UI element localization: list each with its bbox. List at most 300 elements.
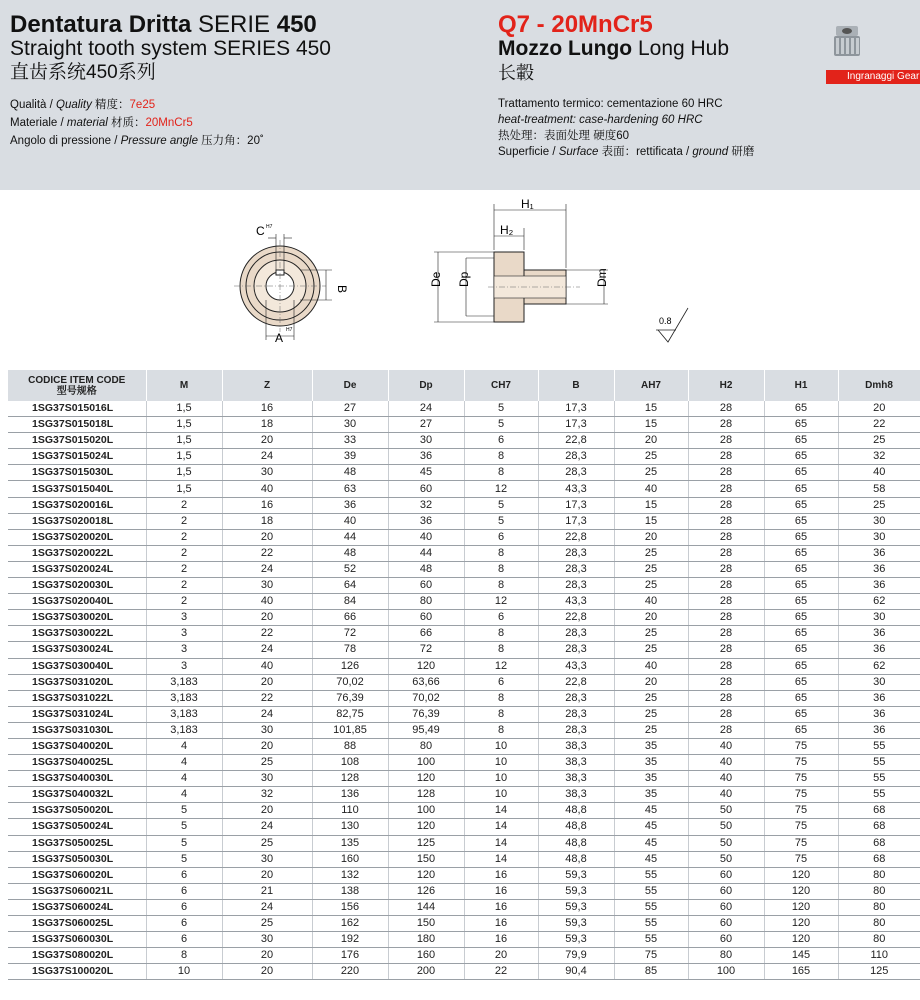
table-cell: 63,66 bbox=[388, 674, 464, 690]
table-cell: 60 bbox=[688, 867, 764, 883]
table-cell: 25 bbox=[614, 642, 688, 658]
table-row bbox=[8, 835, 920, 851]
table-cell: 18 bbox=[222, 417, 312, 433]
item-code-cell: 1SG37S020022L bbox=[8, 545, 146, 561]
table-cell: 2 bbox=[146, 497, 222, 513]
table-cell: 22,8 bbox=[538, 433, 614, 449]
table-cell: 8 bbox=[464, 465, 538, 481]
table-cell: 3 bbox=[146, 642, 222, 658]
table-cell: 76,39 bbox=[312, 690, 388, 706]
table-cell: 8 bbox=[464, 706, 538, 722]
table-cell: 136 bbox=[312, 787, 388, 803]
table-cell: 20 bbox=[614, 529, 688, 545]
table-cell: 165 bbox=[764, 964, 838, 980]
table-cell: 60 bbox=[388, 610, 464, 626]
table-cell: 59,3 bbox=[538, 867, 614, 883]
table-cell: 1,5 bbox=[146, 433, 222, 449]
table-cell: 65 bbox=[764, 674, 838, 690]
label-h2: H₂ bbox=[500, 223, 514, 237]
table-row bbox=[8, 722, 920, 738]
table-cell: 160 bbox=[312, 851, 388, 867]
table-cell: 15 bbox=[614, 513, 688, 529]
table-cell: 3,183 bbox=[146, 674, 222, 690]
table-cell: 28 bbox=[688, 626, 764, 642]
table-cell: 80 bbox=[688, 948, 764, 964]
table-cell: 128 bbox=[312, 771, 388, 787]
table-cell: 40 bbox=[688, 771, 764, 787]
table-cell: 10 bbox=[464, 771, 538, 787]
item-code-cell: 1SG37S080020L bbox=[8, 948, 146, 964]
label-h1: H₁ bbox=[521, 197, 534, 211]
item-code-cell: 1SG37S030040L bbox=[8, 658, 146, 674]
table-row bbox=[8, 449, 920, 465]
table-cell: 14 bbox=[464, 851, 538, 867]
table-cell: 65 bbox=[764, 658, 838, 674]
table-cell: 36 bbox=[838, 578, 920, 594]
table-cell: 120 bbox=[764, 867, 838, 883]
table-cell: 6 bbox=[146, 932, 222, 948]
table-cell: 25 bbox=[222, 835, 312, 851]
table-cell: 55 bbox=[838, 787, 920, 803]
table-cell: 65 bbox=[764, 626, 838, 642]
table-row bbox=[8, 867, 920, 883]
table-cell: 2 bbox=[146, 578, 222, 594]
table-cell: 110 bbox=[312, 803, 388, 819]
table-cell: 36 bbox=[838, 690, 920, 706]
table-cell: 28 bbox=[688, 401, 764, 417]
table-cell: 144 bbox=[388, 899, 464, 915]
item-code-cell: 1SG37S040025L bbox=[8, 755, 146, 771]
table-cell: 65 bbox=[764, 690, 838, 706]
table-cell: 59,3 bbox=[538, 932, 614, 948]
table-cell: 35 bbox=[614, 738, 688, 754]
table-row bbox=[8, 883, 920, 899]
table-cell: 20 bbox=[222, 948, 312, 964]
table-cell: 65 bbox=[764, 610, 838, 626]
table-cell: 2 bbox=[146, 529, 222, 545]
table-row bbox=[8, 594, 920, 610]
table-cell: 75 bbox=[764, 787, 838, 803]
table-cell: 1,5 bbox=[146, 417, 222, 433]
table-cell: 17,3 bbox=[538, 497, 614, 513]
table-row bbox=[8, 417, 920, 433]
table-cell: 20 bbox=[222, 738, 312, 754]
table-cell: 60 bbox=[388, 481, 464, 497]
table-cell: 22 bbox=[222, 545, 312, 561]
table-cell: 125 bbox=[388, 835, 464, 851]
label-c-sup: H7 bbox=[266, 224, 273, 230]
table-cell: 75 bbox=[764, 803, 838, 819]
table-cell: 33 bbox=[312, 433, 388, 449]
table-cell: 79,9 bbox=[538, 948, 614, 964]
table-cell: 3,183 bbox=[146, 722, 222, 738]
table-cell: 22,8 bbox=[538, 674, 614, 690]
table-cell: 5 bbox=[464, 513, 538, 529]
table-cell: 52 bbox=[312, 561, 388, 577]
table-cell: 40 bbox=[388, 529, 464, 545]
table-cell: 30 bbox=[312, 417, 388, 433]
table-cell: 30 bbox=[222, 932, 312, 948]
table-cell: 20 bbox=[222, 674, 312, 690]
label-c: C bbox=[256, 224, 265, 238]
table-row bbox=[8, 690, 920, 706]
item-code-cell: 1SG37S030024L bbox=[8, 642, 146, 658]
table-cell: 6 bbox=[146, 883, 222, 899]
table-cell: 101,85 bbox=[312, 722, 388, 738]
col-header-code: CODICE ITEM CODE 型号规格 bbox=[8, 370, 146, 401]
table-cell: 24 bbox=[388, 401, 464, 417]
table-cell: 65 bbox=[764, 433, 838, 449]
table-cell: 88 bbox=[312, 738, 388, 754]
table-cell: 65 bbox=[764, 401, 838, 417]
table-cell: 6 bbox=[464, 674, 538, 690]
item-code-cell: 1SG37S031030L bbox=[8, 722, 146, 738]
col-header-ch7: CH7 bbox=[464, 370, 538, 401]
table-cell: 28 bbox=[688, 449, 764, 465]
col-header-dp: Dp bbox=[388, 370, 464, 401]
table-cell: 38,3 bbox=[538, 771, 614, 787]
table-cell: 28 bbox=[688, 594, 764, 610]
table-cell: 110 bbox=[838, 948, 920, 964]
table-cell: 59,3 bbox=[538, 899, 614, 915]
table-cell: 68 bbox=[838, 851, 920, 867]
item-code-cell: 1SG37S031022L bbox=[8, 690, 146, 706]
table-cell: 55 bbox=[838, 755, 920, 771]
item-code-cell: 1SG37S060030L bbox=[8, 932, 146, 948]
table-cell: 4 bbox=[146, 787, 222, 803]
table-cell: 48 bbox=[312, 545, 388, 561]
table-cell: 3,183 bbox=[146, 706, 222, 722]
table-cell: 8 bbox=[464, 690, 538, 706]
table-cell: 45 bbox=[614, 835, 688, 851]
table-cell: 35 bbox=[614, 771, 688, 787]
table-cell: 32 bbox=[388, 497, 464, 513]
table-cell: 162 bbox=[312, 916, 388, 932]
table-cell: 156 bbox=[312, 899, 388, 915]
label-dm: Dm bbox=[595, 268, 609, 287]
table-cell: 22,8 bbox=[538, 529, 614, 545]
item-code-cell: 1SG37S015040L bbox=[8, 481, 146, 497]
table-cell: 30 bbox=[838, 529, 920, 545]
table-cell: 20 bbox=[222, 433, 312, 449]
table-cell: 76,39 bbox=[388, 706, 464, 722]
table-cell: 6 bbox=[146, 899, 222, 915]
table-cell: 1,5 bbox=[146, 481, 222, 497]
table-cell: 3 bbox=[146, 626, 222, 642]
table-cell: 70,02 bbox=[388, 690, 464, 706]
table-cell: 28,3 bbox=[538, 626, 614, 642]
table-cell: 25 bbox=[614, 578, 688, 594]
table-cell: 50 bbox=[688, 819, 764, 835]
table-cell: 100 bbox=[388, 755, 464, 771]
specification-table bbox=[8, 370, 920, 980]
table-cell: 85 bbox=[614, 964, 688, 980]
table-cell: 12 bbox=[464, 658, 538, 674]
table-cell: 135 bbox=[312, 835, 388, 851]
table-cell: 5 bbox=[146, 819, 222, 835]
table-cell: 40 bbox=[312, 513, 388, 529]
table-cell: 5 bbox=[464, 417, 538, 433]
table-cell: 65 bbox=[764, 706, 838, 722]
table-cell: 22 bbox=[222, 690, 312, 706]
table-cell: 120 bbox=[764, 932, 838, 948]
table-cell: 40 bbox=[688, 755, 764, 771]
table-cell: 28 bbox=[688, 690, 764, 706]
table-cell: 80 bbox=[388, 738, 464, 754]
table-cell: 40 bbox=[688, 738, 764, 754]
table-cell: 40 bbox=[222, 658, 312, 674]
table-cell: 220 bbox=[312, 964, 388, 980]
table-cell: 24 bbox=[222, 899, 312, 915]
table-cell: 17,3 bbox=[538, 513, 614, 529]
table-cell: 55 bbox=[614, 932, 688, 948]
table-cell: 75 bbox=[614, 948, 688, 964]
table-row bbox=[8, 658, 920, 674]
table-cell: 66 bbox=[388, 626, 464, 642]
table-cell: 25 bbox=[614, 706, 688, 722]
table-cell: 28 bbox=[688, 674, 764, 690]
table-cell: 8 bbox=[146, 948, 222, 964]
header-panel bbox=[0, 0, 920, 190]
table-cell: 48,8 bbox=[538, 803, 614, 819]
table-cell: 20 bbox=[222, 610, 312, 626]
table-cell: 45 bbox=[614, 819, 688, 835]
table-cell: 25 bbox=[614, 465, 688, 481]
table-cell: 120 bbox=[388, 658, 464, 674]
treatment-italian: Trattamento termico: cementazione 60 HRC bbox=[498, 98, 723, 110]
table-cell: 138 bbox=[312, 883, 388, 899]
table-cell: 35 bbox=[614, 755, 688, 771]
col-header-h2: H2 bbox=[688, 370, 764, 401]
table-cell: 48,8 bbox=[538, 835, 614, 851]
table-cell: 62 bbox=[838, 594, 920, 610]
table-cell: 24 bbox=[222, 561, 312, 577]
item-code-cell: 1SG37S020016L bbox=[8, 497, 146, 513]
item-code-cell: 1SG37S040032L bbox=[8, 787, 146, 803]
table-cell: 60 bbox=[688, 883, 764, 899]
table-cell: 45 bbox=[614, 803, 688, 819]
table-cell: 80 bbox=[838, 932, 920, 948]
table-cell: 6 bbox=[464, 610, 538, 626]
table-cell: 36 bbox=[838, 722, 920, 738]
table-cell: 75 bbox=[764, 771, 838, 787]
table-cell: 20 bbox=[222, 803, 312, 819]
table-cell: 25 bbox=[614, 545, 688, 561]
item-code-cell: 1SG37S015020L bbox=[8, 433, 146, 449]
table-cell: 8 bbox=[464, 626, 538, 642]
table-cell: 20 bbox=[614, 610, 688, 626]
table-cell: 25 bbox=[838, 497, 920, 513]
table-row bbox=[8, 771, 920, 787]
table-cell: 8 bbox=[464, 545, 538, 561]
table-cell: 35 bbox=[614, 787, 688, 803]
table-cell: 65 bbox=[764, 722, 838, 738]
table-cell: 25 bbox=[838, 433, 920, 449]
table-cell: 20 bbox=[838, 401, 920, 417]
table-cell: 6 bbox=[146, 916, 222, 932]
table-cell: 24 bbox=[222, 642, 312, 658]
specs-left bbox=[10, 96, 264, 150]
table-cell: 22 bbox=[222, 626, 312, 642]
table-cell: 126 bbox=[312, 658, 388, 674]
item-code-cell: 1SG37S050030L bbox=[8, 851, 146, 867]
item-code-cell: 1SG37S031020L bbox=[8, 674, 146, 690]
table-cell: 55 bbox=[614, 883, 688, 899]
table-cell: 65 bbox=[764, 417, 838, 433]
item-code-cell: 1SG37S050025L bbox=[8, 835, 146, 851]
item-code-cell: 1SG37S020040L bbox=[8, 594, 146, 610]
table-cell: 132 bbox=[312, 867, 388, 883]
quality-spec: Qualità / Quality 精度：7e25 bbox=[10, 99, 156, 111]
table-cell: 40 bbox=[222, 481, 312, 497]
table-cell: 16 bbox=[464, 867, 538, 883]
col-header-z: Z bbox=[222, 370, 312, 401]
table-cell: 75 bbox=[764, 835, 838, 851]
table-cell: 20 bbox=[464, 948, 538, 964]
table-cell: 6 bbox=[464, 529, 538, 545]
table-cell: 60 bbox=[388, 578, 464, 594]
table-cell: 28 bbox=[688, 561, 764, 577]
table-cell: 28,3 bbox=[538, 449, 614, 465]
table-cell: 65 bbox=[764, 481, 838, 497]
table-cell: 145 bbox=[764, 948, 838, 964]
table-cell: 22,8 bbox=[538, 610, 614, 626]
table-cell: 55 bbox=[614, 899, 688, 915]
table-cell: 68 bbox=[838, 819, 920, 835]
table-cell: 17,3 bbox=[538, 417, 614, 433]
table-cell: 59,3 bbox=[538, 916, 614, 932]
table-cell: 12 bbox=[464, 481, 538, 497]
table-cell: 8 bbox=[464, 642, 538, 658]
table-cell: 28 bbox=[688, 706, 764, 722]
table-row bbox=[8, 578, 920, 594]
table-cell: 25 bbox=[614, 626, 688, 642]
table-cell: 36 bbox=[312, 497, 388, 513]
table-cell: 125 bbox=[838, 964, 920, 980]
item-code-cell: 1SG37S060021L bbox=[8, 883, 146, 899]
table-cell: 100 bbox=[388, 803, 464, 819]
table-cell: 126 bbox=[388, 883, 464, 899]
hub-title-chinese: 长轂 bbox=[498, 63, 534, 83]
table-cell: 3,183 bbox=[146, 690, 222, 706]
table-cell: 65 bbox=[764, 545, 838, 561]
brand-label: Ingranaggi Gear bbox=[826, 70, 920, 84]
item-code-cell: 1SG37S015024L bbox=[8, 449, 146, 465]
item-code-cell: 1SG37S020024L bbox=[8, 561, 146, 577]
table-cell: 25 bbox=[222, 755, 312, 771]
table-cell: 14 bbox=[464, 819, 538, 835]
table-cell: 45 bbox=[614, 851, 688, 867]
table-cell: 17,3 bbox=[538, 401, 614, 417]
table-cell: 120 bbox=[764, 916, 838, 932]
table-cell: 48,8 bbox=[538, 851, 614, 867]
table-cell: 180 bbox=[388, 932, 464, 948]
table-cell: 28 bbox=[688, 417, 764, 433]
table-cell: 66 bbox=[312, 610, 388, 626]
gear-product-icon bbox=[830, 22, 864, 66]
table-cell: 28,3 bbox=[538, 578, 614, 594]
table-cell: 15 bbox=[614, 497, 688, 513]
technical-drawing bbox=[0, 190, 920, 370]
table-cell: 150 bbox=[388, 851, 464, 867]
table-cell: 72 bbox=[388, 642, 464, 658]
table-cell: 120 bbox=[764, 899, 838, 915]
table-row bbox=[8, 626, 920, 642]
table-cell: 65 bbox=[764, 497, 838, 513]
roughness-symbol bbox=[656, 308, 688, 342]
table-cell: 48 bbox=[388, 561, 464, 577]
table-cell: 28 bbox=[688, 610, 764, 626]
table-cell: 40 bbox=[614, 594, 688, 610]
table-cell: 43,3 bbox=[538, 481, 614, 497]
table-cell: 28,3 bbox=[538, 722, 614, 738]
item-code-cell: 1SG37S020030L bbox=[8, 578, 146, 594]
title-english: Straight tooth system SERIES 450 bbox=[10, 37, 331, 60]
table-cell: 30 bbox=[838, 674, 920, 690]
item-code-cell: 1SG37S030022L bbox=[8, 626, 146, 642]
table-row bbox=[8, 803, 920, 819]
table-cell: 20 bbox=[222, 867, 312, 883]
table-cell: 2 bbox=[146, 594, 222, 610]
front-view bbox=[234, 234, 332, 340]
table-cell: 28,3 bbox=[538, 465, 614, 481]
table-cell: 30 bbox=[838, 513, 920, 529]
table-cell: 8 bbox=[464, 722, 538, 738]
table-cell: 44 bbox=[388, 545, 464, 561]
table-cell: 28,3 bbox=[538, 690, 614, 706]
table-cell: 68 bbox=[838, 803, 920, 819]
table-cell: 44 bbox=[312, 529, 388, 545]
table-cell: 25 bbox=[222, 916, 312, 932]
table-cell: 27 bbox=[312, 401, 388, 417]
table-cell: 120 bbox=[388, 819, 464, 835]
table-cell: 28 bbox=[688, 433, 764, 449]
table-cell: 14 bbox=[464, 835, 538, 851]
item-code-cell: 1SG37S040020L bbox=[8, 738, 146, 754]
item-code-cell: 1SG37S060024L bbox=[8, 899, 146, 915]
table-cell: 8 bbox=[464, 561, 538, 577]
table-cell: 22 bbox=[838, 417, 920, 433]
table-cell: 48 bbox=[312, 465, 388, 481]
table-cell: 28 bbox=[688, 642, 764, 658]
table-cell: 22 bbox=[464, 964, 538, 980]
label-dp: Dp bbox=[457, 271, 471, 287]
table-cell: 15 bbox=[614, 417, 688, 433]
table-cell: 25 bbox=[614, 690, 688, 706]
table-cell: 21 bbox=[222, 883, 312, 899]
table-cell: 28 bbox=[688, 722, 764, 738]
table-cell: 28 bbox=[688, 481, 764, 497]
table-cell: 16 bbox=[222, 497, 312, 513]
table-cell: 28,3 bbox=[538, 706, 614, 722]
table-row bbox=[8, 964, 920, 980]
table-cell: 72 bbox=[312, 626, 388, 642]
table-cell: 28 bbox=[688, 465, 764, 481]
table-cell: 1,5 bbox=[146, 465, 222, 481]
table-cell: 5 bbox=[146, 803, 222, 819]
table-cell: 45 bbox=[388, 465, 464, 481]
table-cell: 55 bbox=[614, 867, 688, 883]
item-code-cell: 1SG37S050020L bbox=[8, 803, 146, 819]
table-cell: 65 bbox=[764, 449, 838, 465]
table-cell: 18 bbox=[222, 513, 312, 529]
table-cell: 36 bbox=[838, 561, 920, 577]
table-cell: 40 bbox=[688, 787, 764, 803]
table-cell: 65 bbox=[764, 561, 838, 577]
table-row bbox=[8, 819, 920, 835]
item-code-cell: 1SG37S050024L bbox=[8, 819, 146, 835]
table-cell: 150 bbox=[388, 916, 464, 932]
